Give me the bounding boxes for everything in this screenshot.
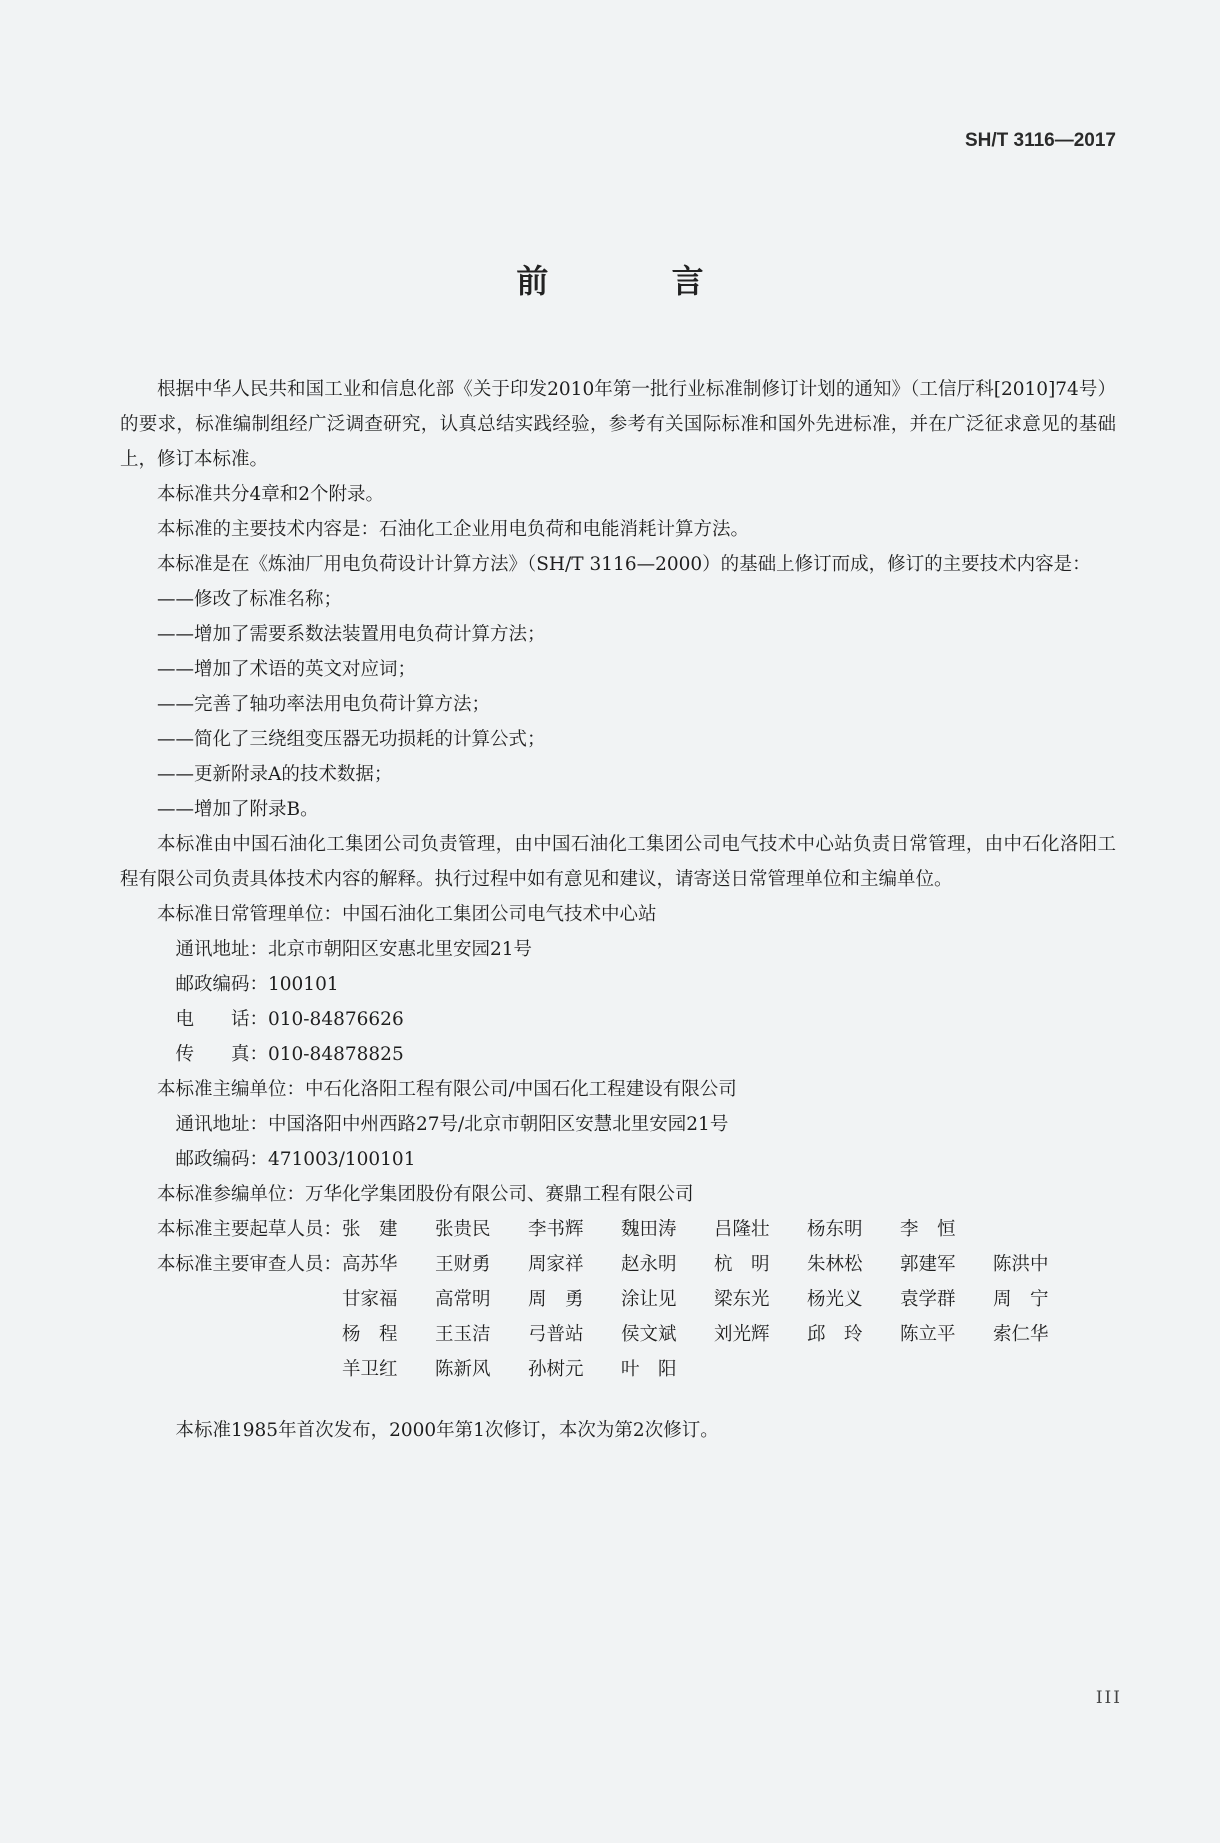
- reviewer-name: 梁东光: [714, 1289, 770, 1310]
- drafter-name: 李书辉: [528, 1219, 584, 1240]
- change-item: ——完善了轴功率法用电负荷计算方法；: [157, 694, 491, 715]
- editor-postcode: 邮政编码：471003/100101: [175, 1149, 416, 1170]
- changes-list: [120, 582, 1116, 827]
- reviewers-label: 本标准主要审查人员：: [157, 1254, 343, 1275]
- drafter-name: 杨东明: [807, 1219, 863, 1240]
- reviewer-name: 杨 程: [342, 1324, 398, 1345]
- change-item: ——更新附录A的技术数据；: [157, 764, 393, 785]
- reviewer-name: 索仁华: [993, 1324, 1049, 1345]
- change-item: ——修改了标准名称；: [157, 589, 343, 610]
- standard-code: SH/T 3116—2017: [964, 130, 1116, 151]
- drafters-label: 本标准主要起草人员：: [157, 1219, 343, 1240]
- management-address: 通讯地址：北京市朝阳区安惠北里安园21号: [175, 939, 533, 960]
- reviewer-name: 王玉洁: [435, 1324, 491, 1345]
- reviewer-name: 朱林松: [807, 1254, 863, 1275]
- reviewer-name: 陈新风: [435, 1359, 491, 1380]
- reviewer-name: 周 宁: [993, 1289, 1049, 1310]
- reviewer-name: 王财勇: [435, 1254, 491, 1275]
- management-postcode: 邮政编码：100101: [175, 974, 339, 995]
- reviewer-name: 甘家福: [342, 1289, 398, 1310]
- editor-unit: 本标准主编单位：中石化洛阳工程有限公司/中国石化工程建设有限公司: [157, 1079, 737, 1100]
- publication-history: 本标准1985年首次发布，2000年第1次修订，本次为第2次修订。: [175, 1420, 719, 1441]
- editor-address: 通讯地址：中国洛阳中州西路27号/北京市朝阳区安慧北里安园21号: [175, 1114, 729, 1135]
- reviewer-name: 赵永明: [621, 1254, 677, 1275]
- management-unit: 本标准日常管理单位：中国石油化工集团公司电气技术中心站: [157, 904, 657, 925]
- reviewer-name: 邱 玲: [807, 1324, 863, 1345]
- change-item: ——增加了需要系数法装置用电负荷计算方法；: [157, 624, 546, 645]
- reviewers-names: [342, 1247, 1086, 1387]
- reviewer-name: 高常明: [435, 1289, 491, 1310]
- reviewer-name: 叶 阳: [621, 1359, 677, 1380]
- paragraph-revision-basis: 本标准是在《炼油厂用电负荷设计计算方法》（SH/T 3116—2000）的基础上修订而成，修订的主要技术内容是：: [157, 554, 1091, 575]
- reviewer-name: 袁学群: [900, 1289, 956, 1310]
- reviewer-name: 孙树元: [528, 1359, 584, 1380]
- management-phone: 电 话：010-84876626: [175, 1009, 404, 1030]
- reviewer-name: 周家祥: [528, 1254, 584, 1275]
- page-number: III: [1095, 1688, 1122, 1708]
- drafter-name: 吕隆壮: [714, 1219, 770, 1240]
- drafters-names: [342, 1212, 1086, 1247]
- paragraph-background: 根据中华人民共和国工业和信息化部《关于印发2010年第一批行业标准制修订计划的通知》（工信厅科[2010]74号）的要求，标准编制组经广泛调查研究，认真总结实践经验，参考有关国际标准和国外先进标准，并在广泛征求意见的基础上，修订本标准。: [120, 379, 1116, 470]
- reviewer-name: 侯文斌: [621, 1324, 677, 1345]
- change-item: ——简化了三绕组变压器无功损耗的计算公式；: [157, 729, 546, 750]
- drafter-name: 张贵民: [435, 1219, 491, 1240]
- drafter-name: 魏田涛: [621, 1219, 677, 1240]
- change-item: ——增加了附录B。: [157, 799, 319, 820]
- reviewer-name: 羊卫红: [342, 1359, 398, 1380]
- reviewer-name: 周 勇: [528, 1289, 584, 1310]
- paragraph-structure: 本标准共分4章和2个附录。: [157, 484, 385, 505]
- reviewer-name: 刘光辉: [714, 1324, 770, 1345]
- drafter-name: 李 恒: [900, 1219, 956, 1240]
- change-item: ——增加了术语的英文对应词；: [157, 659, 417, 680]
- reviewer-name: 高苏华: [342, 1254, 398, 1275]
- management-fax: 传 真：010-84878825: [175, 1044, 404, 1065]
- drafters-row: [120, 1212, 1116, 1247]
- reviewer-name: 弓普站: [528, 1324, 584, 1345]
- reviewer-name: 陈洪中: [993, 1254, 1049, 1275]
- reviewer-name: 郭建军: [900, 1254, 956, 1275]
- paragraph-main-content: 本标准的主要技术内容是：石油化工企业用电负荷和电能消耗计算方法。: [157, 519, 750, 540]
- reviewer-name: 陈立平: [900, 1324, 956, 1345]
- reviewer-name: 涂让见: [621, 1289, 677, 1310]
- paragraph-management: 本标准由中国石油化工集团公司负责管理，由中国石油化工集团公司电气技术中心站负责日常管理，由中石化洛阳工程有限公司负责具体技术内容的解释。执行过程中如有意见和建议，请寄送日常管理单位和主编单位。: [120, 834, 1116, 890]
- document-body: [120, 372, 1116, 1448]
- reviewer-name: 杭 明: [714, 1254, 770, 1275]
- reviewer-name: 杨光义: [807, 1289, 863, 1310]
- participant-units: 本标准参编单位：万华化学集团股份有限公司、赛鼎工程有限公司: [157, 1184, 694, 1205]
- drafter-name: 张 建: [342, 1219, 398, 1240]
- reviewers-row: [120, 1247, 1116, 1387]
- page-title: 前 言: [516, 262, 760, 300]
